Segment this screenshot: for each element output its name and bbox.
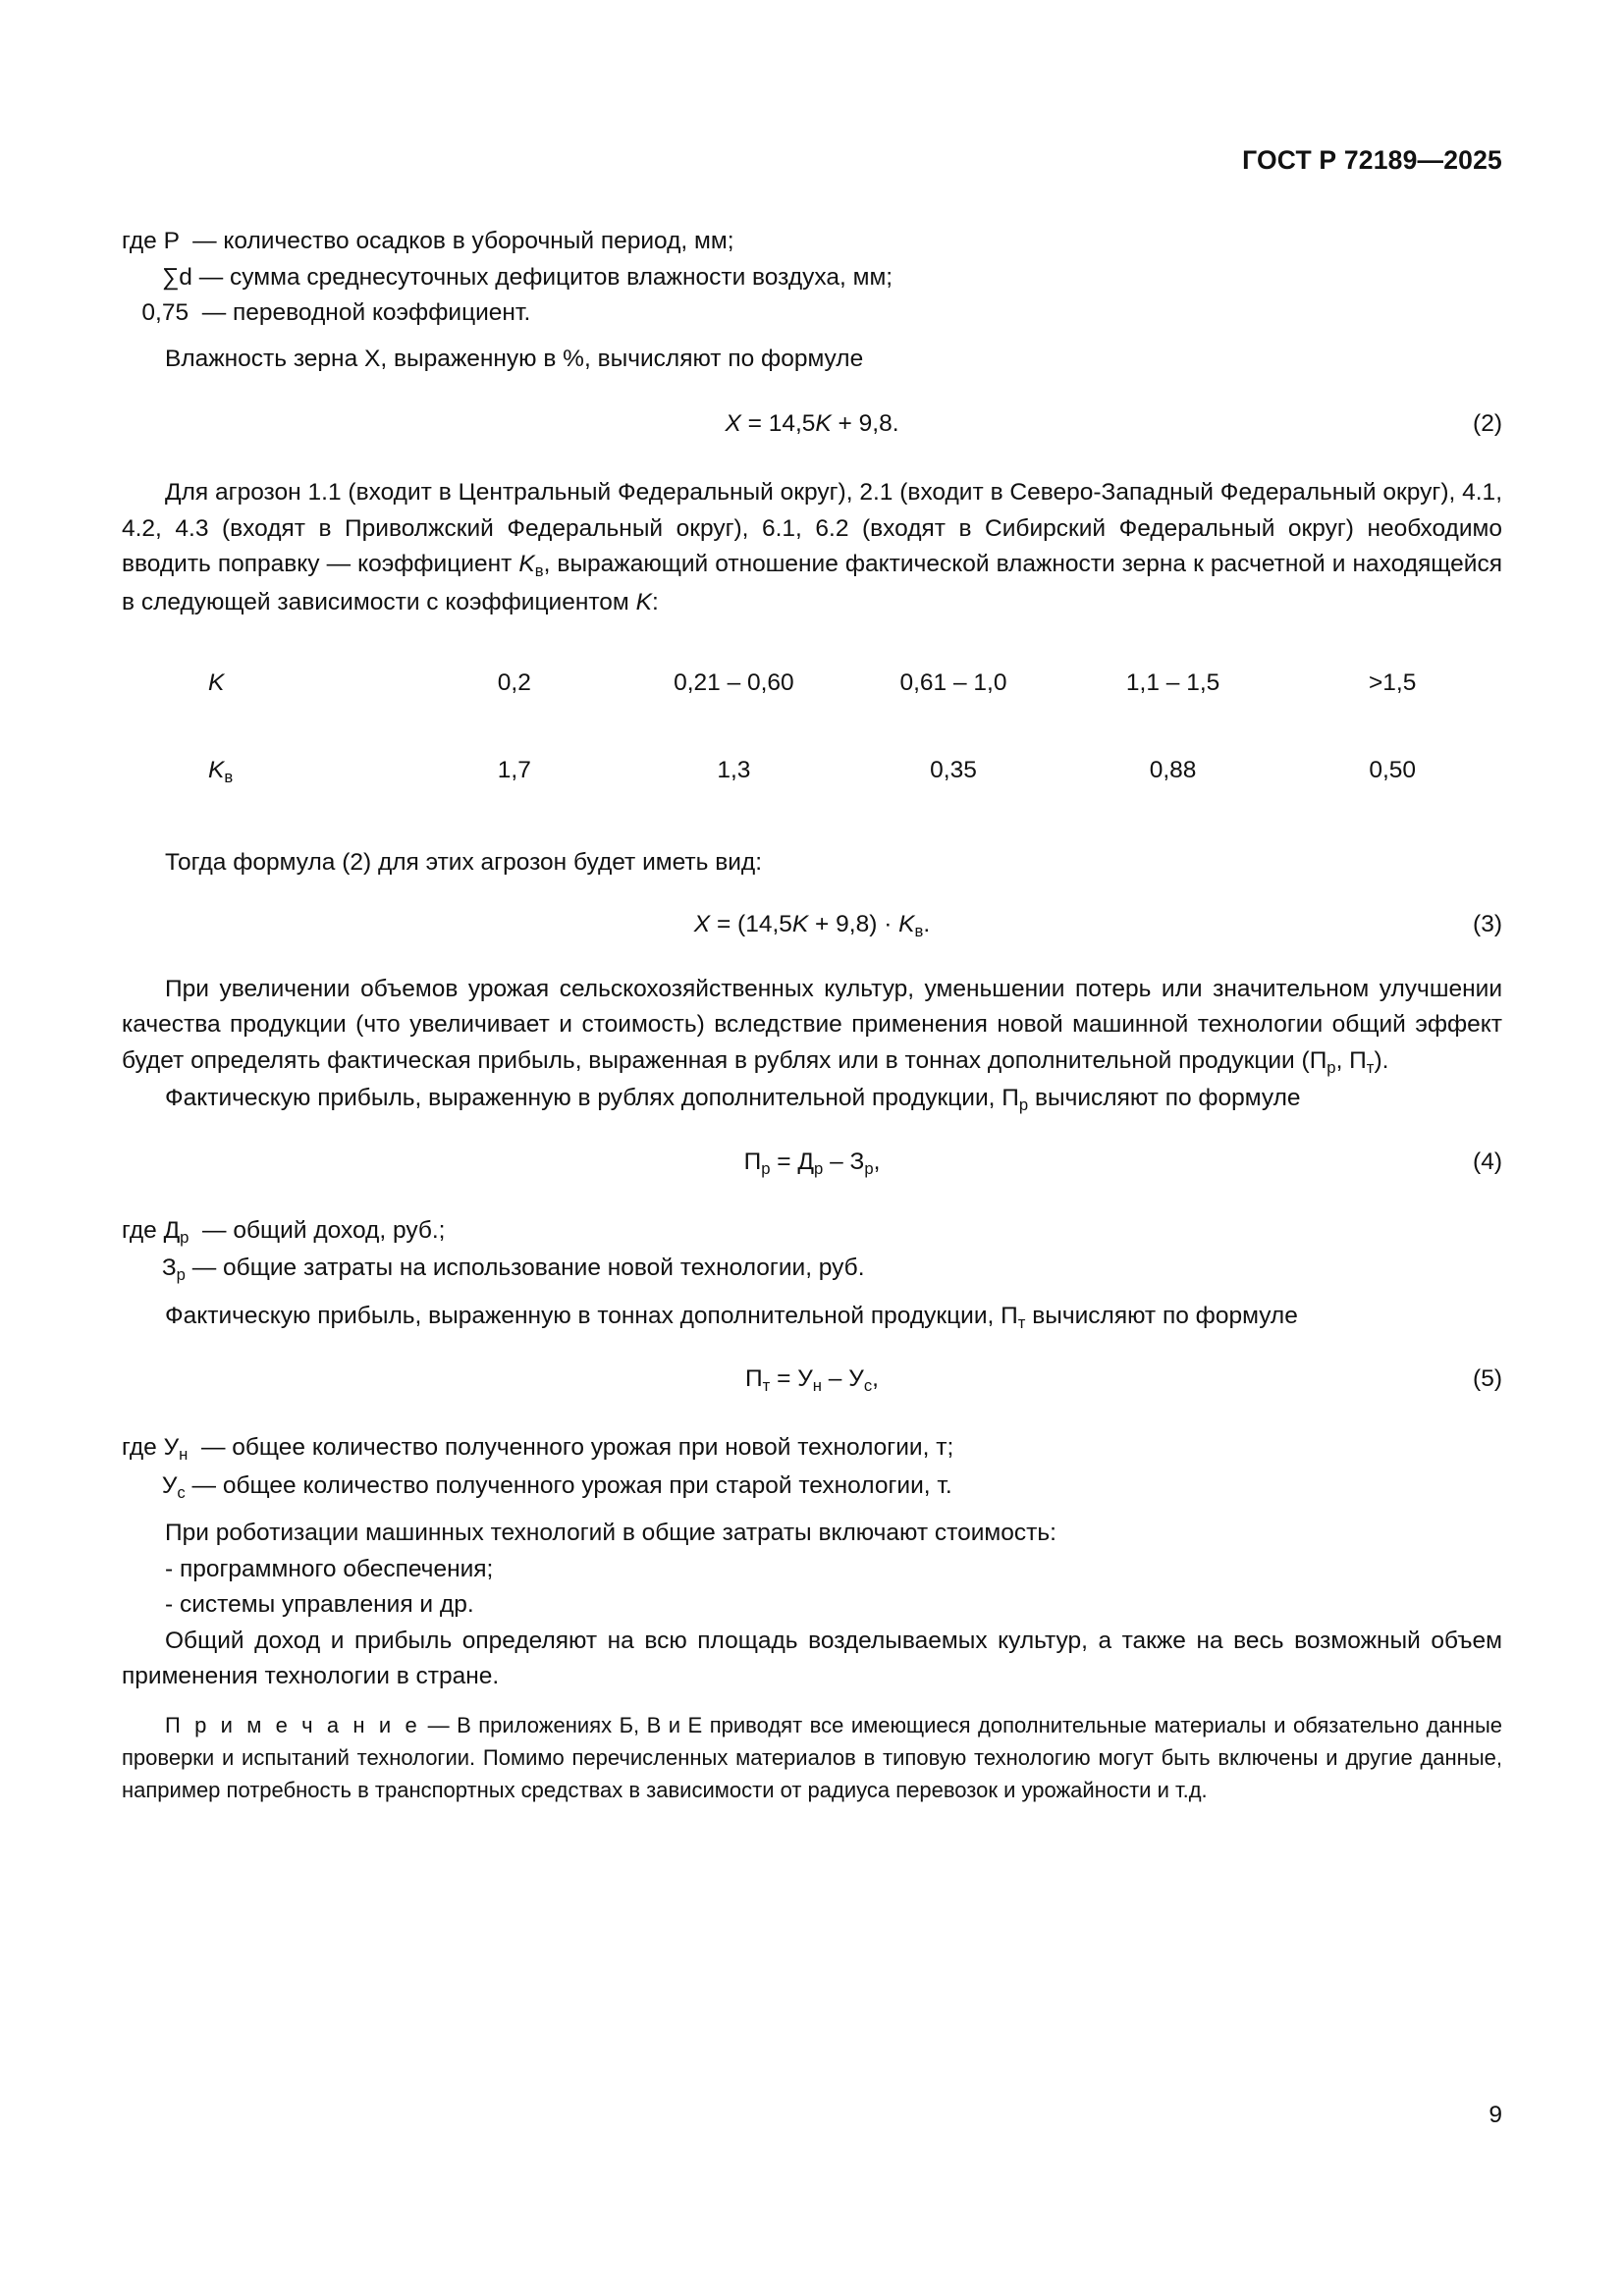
formula-3-number: (3) [1473,910,1502,937]
formula-3-body: $X = (14,5K + 9,8) \cdot K_в$. [693,910,931,940]
table-row-spacer [122,702,1502,753]
paragraph-profit-rub: Фактическую прибыль, выраженную в рублях дополнительной продукции, $П_р$ вычисляют по формуле [165,1085,1301,1115]
formula-5-body: $П_т = У_н - У_с$, [745,1365,879,1396]
where-line-Us [122,1468,1502,1507]
formula-2-body: X = 14,5K + 9,8. [725,410,899,437]
note-text: — В приложениях Б, В и Е приводят все имеющиеся дополнительные материалы и обязательно данные проверки и испытаний технологии. Помимо перечисленных материалов в типовую технологию могут быть включены и другие данные, например потребность в транспортных средствах в зависимости от радиуса перевозок и урожайности и т.д. [122,1712,1503,1802]
where-line-conversion-factor: 0,75 — переводной коэффициент. [122,299,531,326]
where-Z-post: — общие затраты на использование новой технологии, руб. [185,1255,865,1281]
where-block-income [122,1213,1502,1289]
table-cell-kv-v2: 0,35 [930,756,977,783]
note-label: П р и м е ч а н и е [165,1712,421,1737]
list-item-software: - программного обеспечения; [165,1555,494,1582]
table-spacer-cell [122,702,405,753]
table-cell-k-v1: 0,21 – 0,60 [674,669,794,696]
page-header-standard-number: ГОСТ Р 72189—2025 [1242,145,1502,175]
paragraph-moisture-intro: Влажность зерна X, выраженную в %, вычисляют по формуле [165,345,864,372]
table-spacer-cell [843,702,1063,753]
table-row-kv [122,753,1502,791]
where-Us-sub: с [177,1482,186,1502]
where-D-post: — общий доход, руб.; [189,1216,446,1244]
page-content [122,224,1502,1806]
paragraph-robotization: При роботизации машинных технологий в общие затраты включают стоимость: [165,1520,1056,1546]
k-coefficient-table [122,666,1502,790]
where-D-sub: р [180,1227,189,1247]
paragraph-profit-ton: Фактическую прибыль, выраженную в тоннах дополнительной продукции, $П_т$ вычисляют по формуле [165,1302,1298,1332]
table-cell-k-v0: 0,2 [497,669,531,696]
where-Us-post: — общее количество полученного урожая при старой технологии, т. [185,1471,952,1499]
paragraph-effect: При увеличении объемов урожая сельскохозяйственных культур, уменьшении потерь или значительном улучшении качества продукции (что увеличивает и стоимость) вследствие применения новой машинной технологии общий эффект будет определять фактическая прибыль, выраженная в рублях или в тоннах дополнительной продукции ($П_р$, $П_т$). [122,975,1502,1077]
where-Z-pre: З [161,1255,177,1281]
page-number-footer: 9 [1489,2102,1502,2128]
table-cell-kv-v1: 1,3 [717,756,751,783]
formula-5-number: (5) [1473,1365,1502,1392]
table-spacer-cell [1282,702,1502,753]
table-cell-k-v4: >1,5 [1369,669,1417,696]
where-Un-sub: н [179,1445,189,1465]
where-line-sum-d: ∑d — сумма среднесуточных дефицитов влажности воздуха, мм; [122,263,893,291]
where-line-Z [122,1251,1502,1289]
kv-symbol-subscript: в [224,767,234,786]
where-Un-pre: где У [122,1434,180,1461]
where-Z-sub: р [176,1265,186,1285]
table-spacer-cell [1063,702,1283,753]
table-cell-k-v2: 0,61 – 1,0 [899,669,1007,696]
table-spacer-cell [624,702,844,753]
formula-3-row [122,907,1502,946]
formula-4-body: $П_р = Д_р - З_р$, [743,1148,881,1178]
where-line-D [122,1213,1502,1252]
formula-5-row [122,1362,1502,1401]
formula-2-number: (2) [1473,410,1502,437]
where-D-pre: где Д [122,1216,181,1244]
paragraph-total-income: Общий доход и прибыль определяют на всю площадь возделываемых культур, а также на весь возможный объем применения технологии в стране. [122,1627,1502,1689]
table-cell-k-v3: 1,1 – 1,5 [1125,669,1220,696]
table-spacer-cell [405,702,624,753]
note-block [122,1709,1502,1806]
kv-symbol-letter: K [208,756,225,783]
formula-4-row [122,1145,1502,1184]
where-line-Un [122,1430,1502,1468]
formula-4-number: (4) [1473,1148,1502,1175]
table-cell-kv-v4: 0,50 [1369,756,1417,783]
where-line-P: где P — количество осадков в уборочный период, мм; [122,228,734,254]
table-cell-kv-v0: 1,7 [497,756,531,783]
table-cell-kv-symbol [122,753,405,791]
table-cell-kv-v3: 0,88 [1149,756,1197,783]
where-block-precipitation [122,224,1502,332]
paragraph-then-formula: Тогда формула (2) для этих агрозон будет иметь вид: [165,849,763,876]
table-row-k [122,666,1502,702]
where-Us-pre: У [161,1471,178,1499]
table-cell-k-symbol: K [208,669,225,696]
list-item-control-system: - системы управления и др. [165,1591,474,1618]
where-block-yield [122,1430,1502,1506]
formula-2-row [122,406,1502,446]
where-Un-post: — общее количество полученного урожая при новой технологии, т; [188,1434,954,1461]
paragraph-agrozones: Для агрозон 1.1 (входит в Центральный Федеральный округ), 2.1 (входит в Северо-Западный Федеральный округ), 4.1, 4.2, 4.3 (входят в Приволжский Федеральный округ), 6.1, 6.2 (входят в Сибирский Федеральный округ) необходимо вводить поправку — коэффициент $K_в$, выражающий отношение фактической влажности зерна к расчетной и находящейся в следующей зависимости с коэффициентом K: [122,479,1502,615]
